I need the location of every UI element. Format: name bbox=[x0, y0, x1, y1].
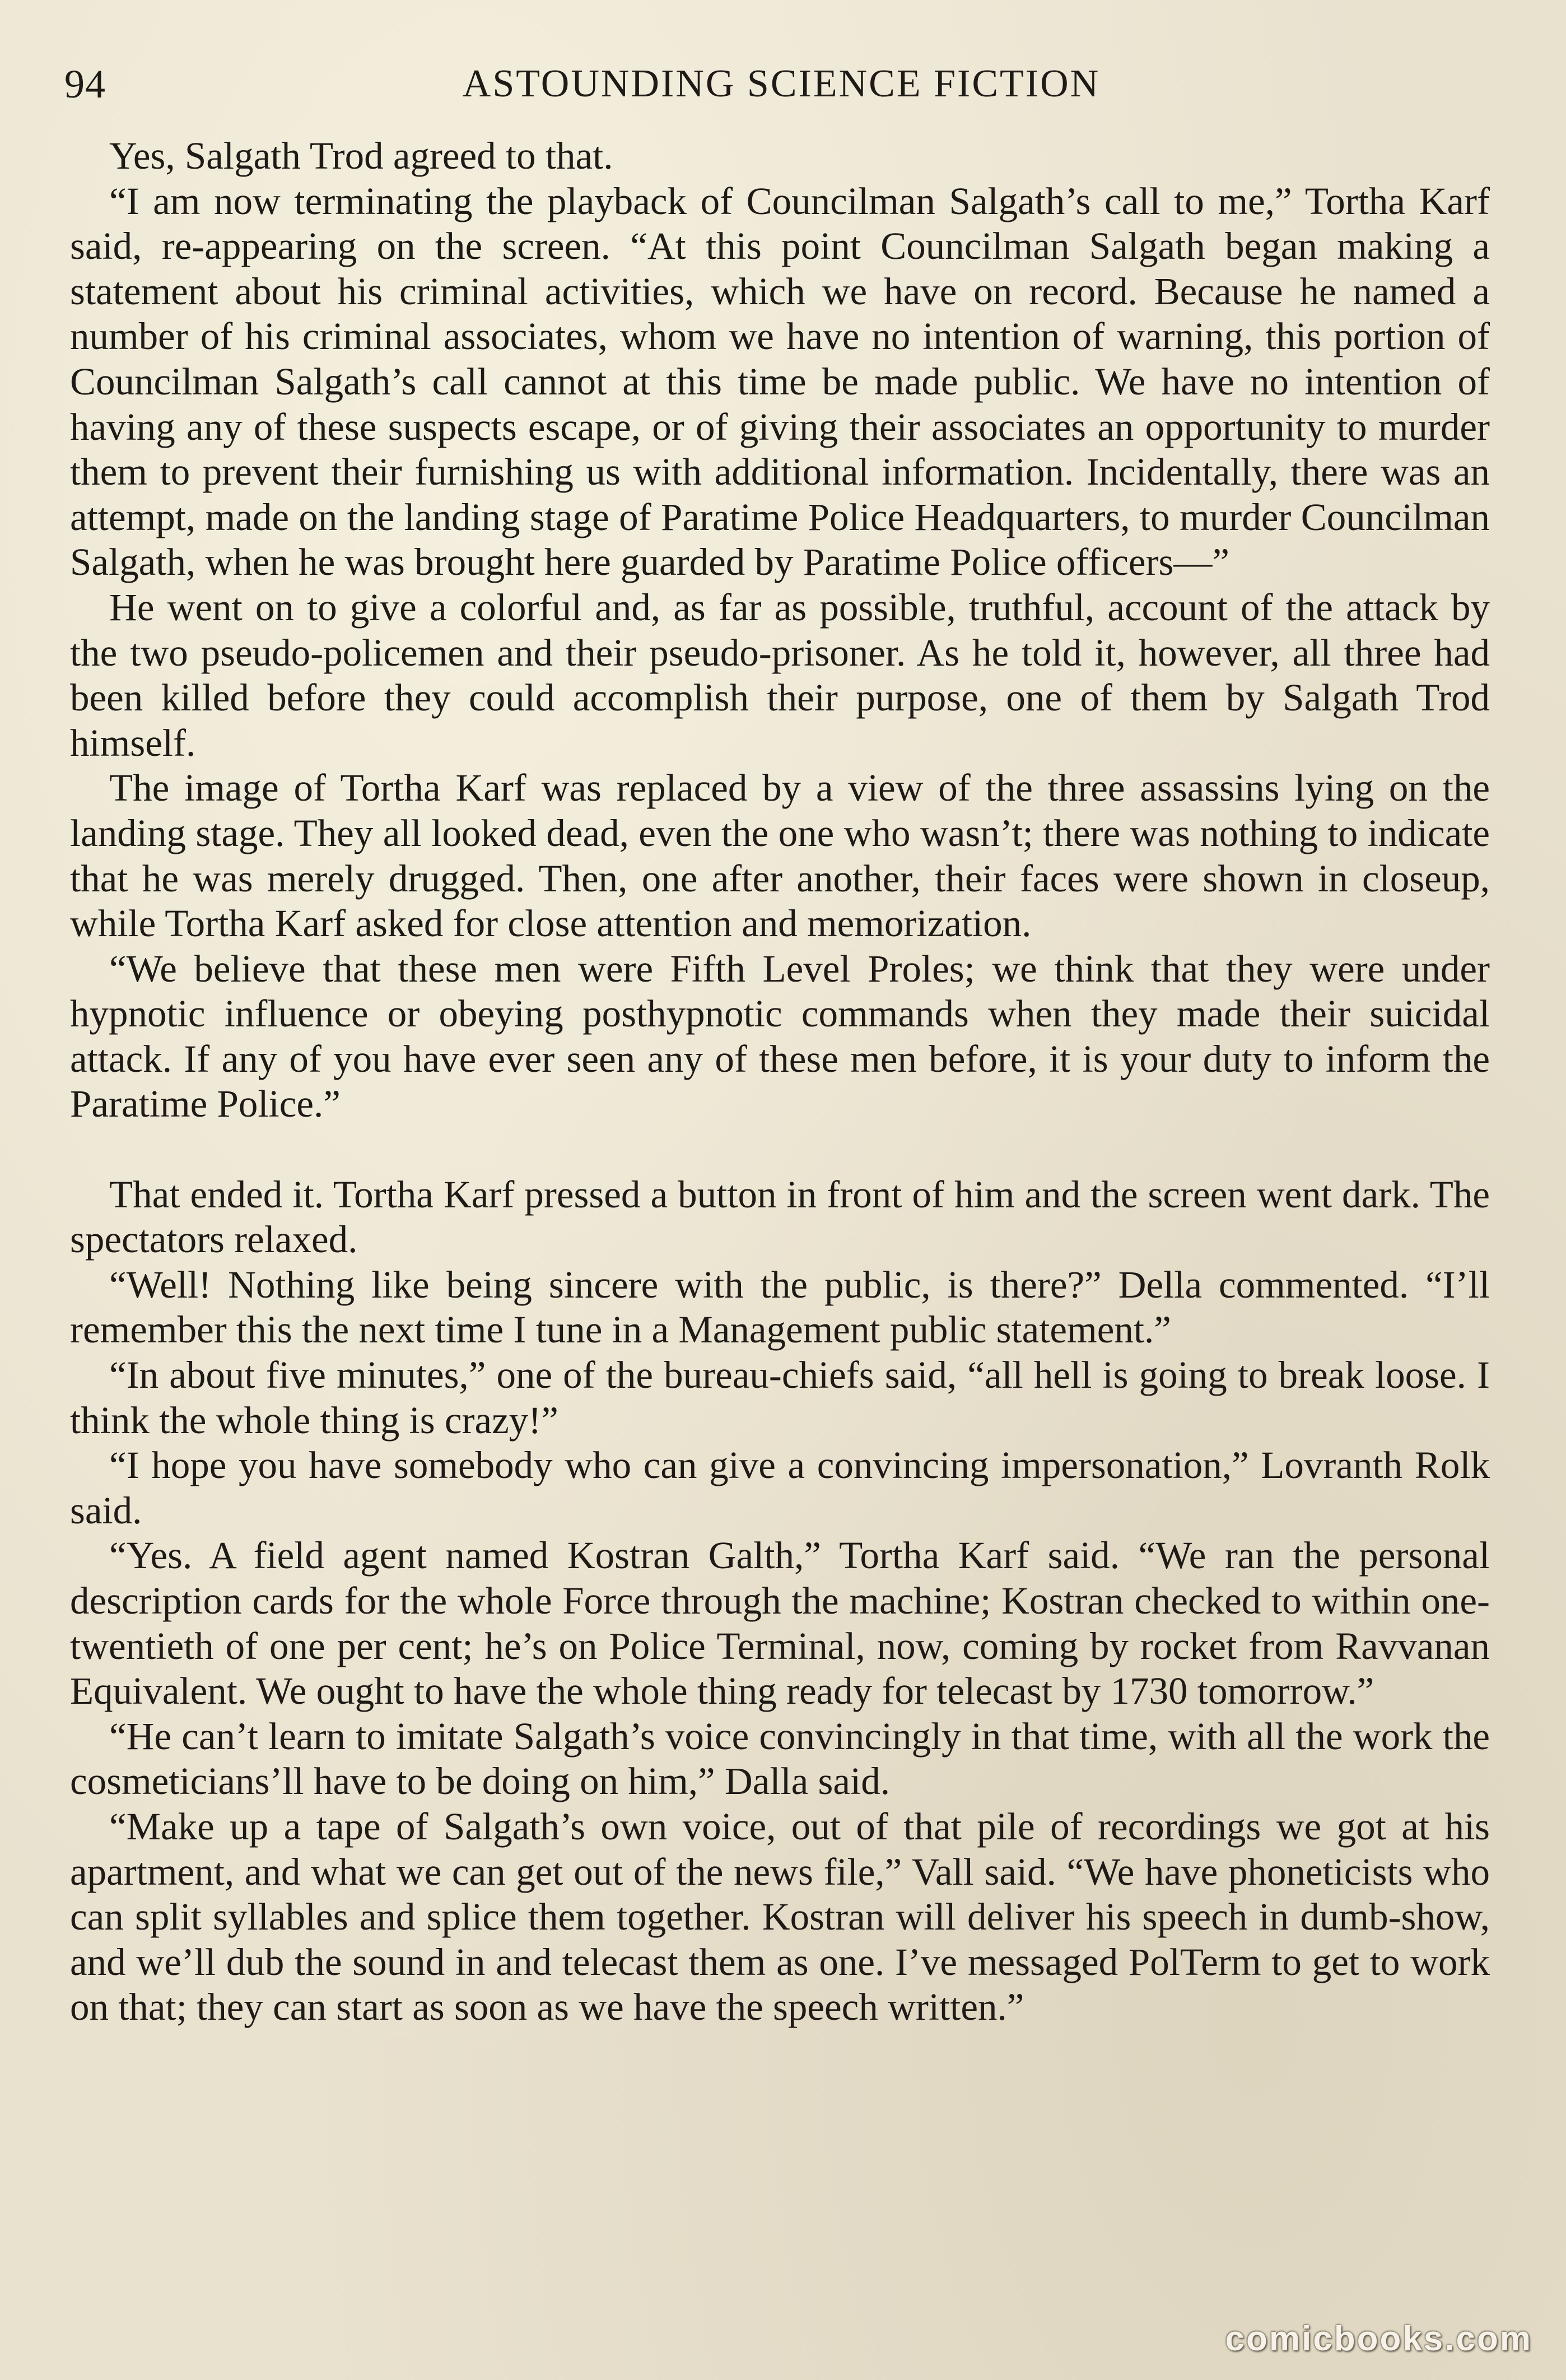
paragraph: Yes, Salgath Trod agreed to that. bbox=[109, 134, 613, 177]
paragraph: “He can’t learn to imitate Salgath’s voice convincingly in that time, with all the work the cosmeticians’ll have to be doing on him,” Dalla said. bbox=[70, 1714, 1490, 1803]
paragraph: “In about five minutes,” one of the bureau-chiefs said, “all hell is going to break loose. I think the whole thing is crazy!” bbox=[70, 1354, 1490, 1442]
paragraph: “I am now terminating the playback of Councilman Salgath’s call to me,” Tortha Karf said, re-appearing on the screen. “At this point Councilman Salgath began making a statement about his criminal activities, which we have on record. Because he named a number of his criminal associates, whom we have no intention of warning, this portion of Councilman Salgath’s call cannot at this time be made public. We have no intention of having any of these suspects escape, or of giving their associates an opportunity to murder them to prevent their furnishing us with additional information. Incidentally, there was an attempt, made on the landing stage of Paratime Police Headquarters, to murder Councilman Salgath, when he was brought here guarded by Paratime Police officers—” bbox=[70, 179, 1490, 584]
watermark: comicbooks.com bbox=[1225, 2319, 1532, 2358]
paragraph: “We believe that these men were Fifth Level Proles; we think that they were under hypnotic influence or obeying posthypnotic commands when they made their suicidal attack. If any of you have ever seen any of these men before, it is your duty to inform the Paratime Police.” bbox=[70, 947, 1490, 1126]
page-header bbox=[64, 53, 1498, 115]
paragraph: The image of Tortha Karf was replaced by a view of the three assassins lying on the landing stage. They all looked dead, even the one who wasn’t; there was nothing to indicate that he was merely drugged. Then, one after another, their faces were shown in closeup, while Tortha Karf asked for close attention and memorization. bbox=[70, 766, 1490, 945]
paragraph: “Well! Nothing like being sincere with the public, is there?” Della commented. “I’ll remember this the next time I tune in a Management public statement.” bbox=[70, 1263, 1490, 1351]
story-text bbox=[70, 133, 1490, 2030]
paragraph: “I hope you have somebody who can give a convincing impersonation,” Lovranth Rolk said. bbox=[70, 1444, 1490, 1532]
page-number: 94 bbox=[64, 62, 106, 106]
section-break bbox=[70, 1127, 1490, 1172]
paragraph: That ended it. Tortha Karf pressed a button in front of him and the screen went dark. The spectators relaxed. bbox=[70, 1173, 1490, 1261]
paragraph: “Make up a tape of Salgath’s own voice, out of that pile of recordings we got at his apartment, and what we can get out of the news file,” Vall said. “We have phoneticists who can split syllables and splice them together. Kostran will deliver his speech in dumb-show, and we’ll dub the sound in and telecast them as one. I’ve messaged PolTerm to get to work on that; they can start as soon as we have the speech written.” bbox=[70, 1805, 1490, 2029]
running-head: ASTOUNDING SCIENCE FICTION bbox=[462, 62, 1101, 105]
paragraph: “Yes. A field agent named Kostran Galth,” Tortha Karf said. “We ran the personal description cards for the whole Force through the machine; Kostran checked to within one-twentieth of one per cent; he’s on Police Terminal, now, coming by rocket from Ravvanan Equivalent. We ought to have the whole thing ready for telecast by 1730 tomorrow.” bbox=[70, 1534, 1490, 1713]
paragraph: He went on to give a colorful and, as far as possible, truthful, account of the attack by the two pseudo-policemen and their pseudo-prisoner. As he told it, however, all three had been killed before they could accomplish their purpose, one of them by Salgath Trod himself. bbox=[70, 585, 1490, 764]
